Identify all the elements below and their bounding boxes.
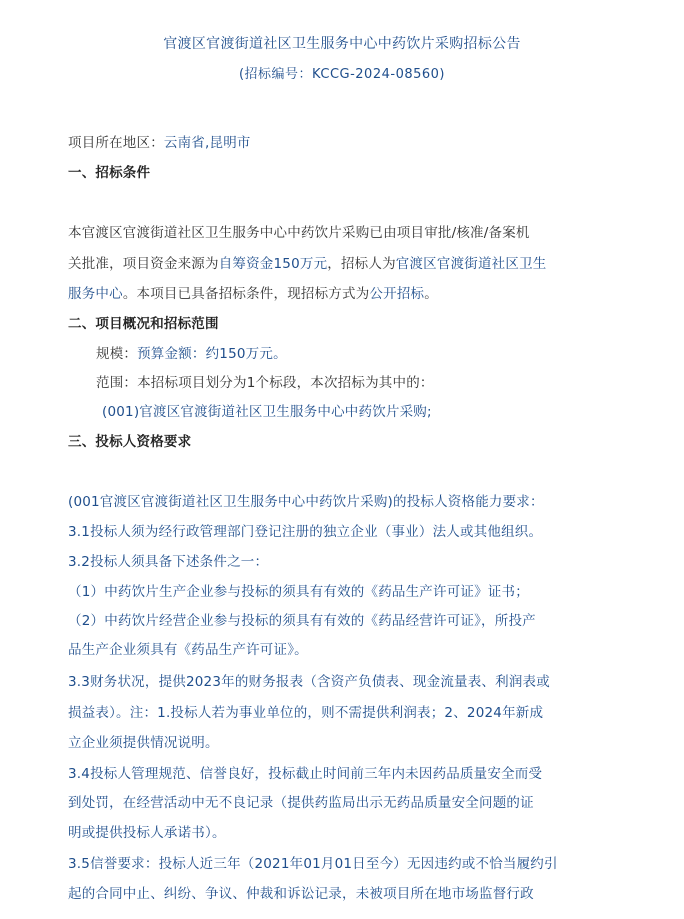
page-title: 官渡区官渡街道社区卫生服务中心中药饮片采购招标公告 (163, 36, 521, 52)
section-heading-overview: 二、项目概况和招标范围 (68, 316, 219, 332)
conditions-paragraph-line (68, 284, 438, 304)
text-span: 。本项目已具备招标条件，现招标方式为 (122, 286, 370, 302)
fund-source: 自筹资金150万元 (218, 256, 328, 272)
requirement-3-1: 3.1投标人须为经行政管理部门登记注册的独立企业（事业）法人或其他组织。 (68, 524, 543, 540)
section-heading-conditions: 一、招标条件 (68, 165, 151, 181)
requirement-3-3-cont: 损益表）。注：1.投标人若为事业单位的，则不需提供利润表；2、2024年新成 (68, 705, 544, 721)
text-span: ，招标人为 (327, 256, 396, 272)
region-value: 云南省,昆明市 (163, 135, 251, 151)
lot-line: (001)官渡区官渡街道社区卫生服务中心中药饮片采购; (102, 404, 432, 420)
requirement-3-5: 3.5信誉要求：投标人近三年（2021年01月01日至今）无因违约或不恰当履约引 (68, 856, 558, 872)
requirement-3-3-cont: 立企业须提供情况说明。 (68, 735, 219, 751)
requirement-3-4-cont: 到处罚，在经营活动中无不良记录（提供药监局出示无药品质量安全问题的证 (68, 795, 534, 811)
conditions-paragraph-line: 本官渡区官渡街道社区卫生服务中心中药饮片采购已由项目审批/核准/备案机 (68, 225, 530, 241)
requirement-3-2: 3.2投标人须具备下述条件之一： (68, 554, 269, 570)
scope-line: 范围：本招标项目划分为1个标段，本次招标为其中的： (96, 375, 434, 391)
scale-value: 预算金额：约150万元。 (137, 346, 287, 362)
requirement-3-4: 3.4投标人管理规范、信誉良好，投标截止时间前三年内未因药品质量安全而受 (68, 766, 543, 782)
scale-label: 规模： (96, 346, 138, 362)
section-heading-qualification: 三、投标人资格要求 (68, 434, 192, 450)
qualification-intro: (001官渡区官渡街道社区卫生服务中心中药饮片采购)的投标人资格能力要求： (68, 494, 544, 510)
requirement-3-2-1: （1）中药饮片生产企业参与投标的须具有有效的《药品生产许可证》证书； (68, 584, 529, 600)
requirement-3-2-2: （2）中药饮片经营企业参与投标的须具有有效的《药品经营许可证》，所投产 (68, 613, 536, 629)
region-label: 项目所在地区： (68, 135, 164, 151)
tenderer-name: 官渡区官渡街道社区卫生 (395, 256, 547, 272)
requirement-3-3: 3.3财务状况，提供2023年的财务报表（含资产负债表、现金流量表、利润表或 (68, 674, 550, 690)
text-span: 。 (424, 286, 438, 302)
requirement-3-5-cont: 起的合同中止、纠纷、争议、仲裁和诉讼记录，未被项目所在地市场监督行政 (68, 886, 534, 902)
tender-code: (招标编号：KCCG-2024-08560) (238, 67, 445, 82)
requirement-3-4-cont: 明或提供投标人承诺书）。 (68, 825, 226, 841)
tender-method: 公开招标 (369, 286, 425, 302)
requirement-3-2-2-cont: 品生产企业须具有《药品生产许可证》。 (68, 642, 308, 658)
conditions-paragraph-line (68, 254, 546, 274)
region-line (68, 133, 251, 153)
scale-line (96, 344, 287, 364)
tenderer-name-cont: 服务中心 (68, 286, 123, 302)
text-span: 关批准，项目资金来源为 (68, 256, 219, 272)
